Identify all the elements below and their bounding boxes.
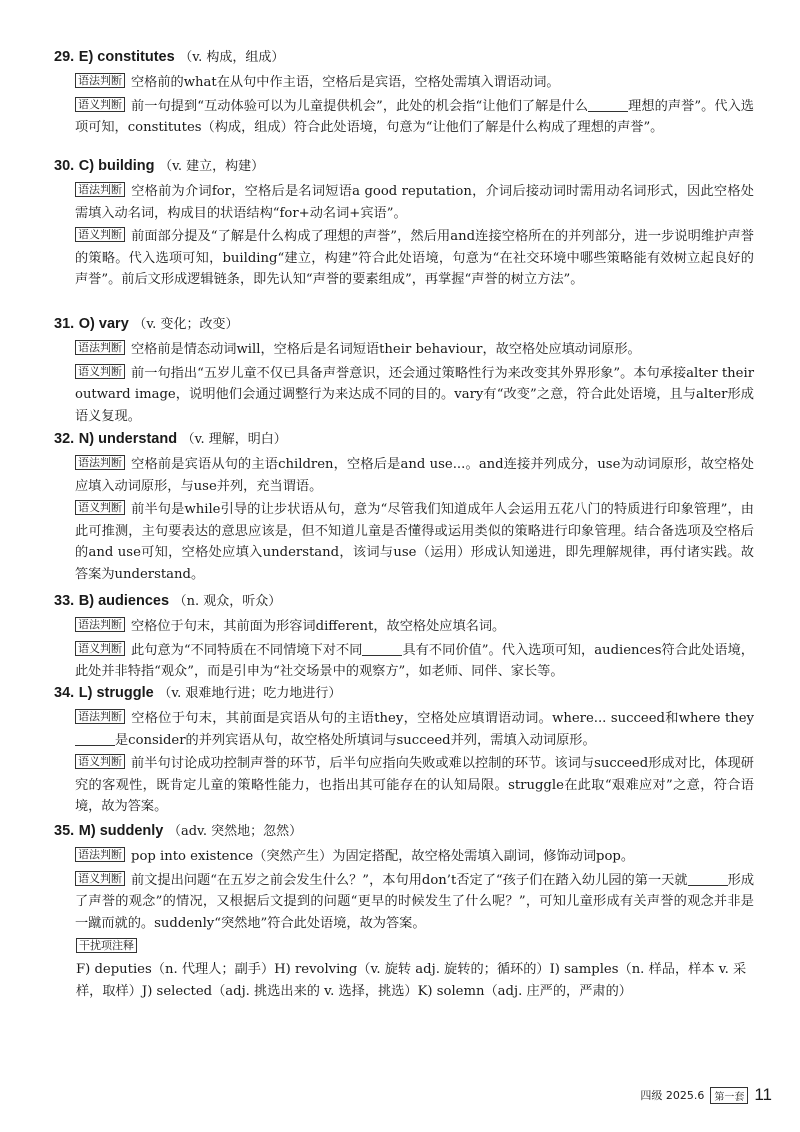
- question-number: 30.: [54, 158, 75, 174]
- analysis-text: 是consider的并列宾语从句，故空格处所填词与succeed并列，需填入动词原形。: [115, 732, 596, 748]
- blank-line: [688, 873, 728, 886]
- analysis-text: 空格前是情态动词will，空格后是名词短语their behaviour，故空格处应填动词原形。: [131, 342, 641, 357]
- answer-word: B) audiences: [78, 593, 170, 609]
- semantic-analysis: [75, 870, 754, 935]
- question-31: [54, 313, 754, 429]
- grammar-analysis: [75, 708, 754, 751]
- semantic-analysis: [75, 363, 754, 428]
- answer-gloss: （v. 理解，明白）: [181, 432, 287, 447]
- analysis-text: 前面部分提及“了解是什么构成了理想的声誉”，然后用and连接空格所在的并列部分，进一步说明维护声誉的策略。代入选项可知，building“建立，构建”符合此处语境，句意为“在社交环境中哪些策略能有效树立起良好的声誉”。前后文形成逻辑链条，即先认知“声誉的要素组成”，再掌握“声誉的树立方法”。: [75, 229, 754, 287]
- page-number: 11: [754, 1085, 772, 1104]
- grammar-tag: 语法判断: [75, 709, 125, 724]
- distractor-tag: 干扰项注释: [76, 938, 137, 953]
- grammar-tag: 语法判断: [75, 617, 125, 632]
- grammar-analysis: [75, 72, 754, 94]
- question-number: 33.: [54, 593, 75, 609]
- answer-gloss: （adv. 突然地；忽然）: [167, 824, 303, 839]
- analysis-text: pop into existence（突然产生）为固定搭配，故空格处需填入副词，修饰动词pop。: [131, 849, 635, 864]
- semantic-tag: 语义判断: [75, 754, 125, 769]
- semantic-analysis: [75, 499, 754, 585]
- answer-word: O) vary: [78, 316, 129, 332]
- question-header: [54, 428, 754, 451]
- answer-gloss: （v. 构成，组成）: [179, 50, 285, 65]
- semantic-tag: 语义判断: [75, 641, 125, 656]
- semantic-analysis: [75, 226, 754, 291]
- grammar-tag: 语法判断: [75, 340, 125, 355]
- grammar-tag: 语法判断: [75, 73, 125, 88]
- blank-line: [588, 99, 628, 112]
- blank-line: [362, 643, 402, 656]
- semantic-tag: 语义判断: [75, 364, 125, 379]
- question-35: [54, 820, 754, 1002]
- set-label: 第一套: [710, 1087, 748, 1104]
- question-header: [54, 590, 754, 613]
- question-number: 32.: [54, 431, 75, 447]
- analysis-text: 前文提出问题“在五岁之前会发生什么？”，本句用don’t否定了“孩子们在踏入幼儿园的第一天就: [131, 872, 688, 888]
- analysis-text: 空格位于句末，其前面是宾语从句的主语they，空格处应填谓语动词。where... succeed和where they: [131, 711, 754, 726]
- question-number: 29.: [54, 49, 75, 65]
- answer-gloss: （v. 建立，构建）: [159, 159, 265, 174]
- distractor-header: [76, 936, 754, 955]
- question-30: [54, 155, 754, 293]
- question-header: [54, 820, 754, 843]
- semantic-tag: 语义判断: [75, 871, 125, 886]
- question-header: [54, 313, 754, 336]
- question-33: [54, 590, 754, 685]
- grammar-analysis: [75, 181, 754, 224]
- answer-gloss: （n. 观众，听众）: [173, 594, 282, 609]
- question-number: 35.: [54, 823, 75, 839]
- blank-line: [75, 733, 115, 746]
- analysis-text: 空格前是宾语从句的主语children，空格后是and use...。and连接并列成分，use为动词原形，故空格处应填入动词原形，与use并列，充当谓语。: [75, 457, 754, 494]
- analysis-text: 空格位于句末，其前面为形容词different，故空格处应填名词。: [131, 619, 506, 634]
- question-32: [54, 428, 754, 587]
- grammar-analysis: [75, 454, 754, 497]
- analysis-text: 空格前的what在从句中作主语，空格后是宾语，空格处需填入谓语动词。: [131, 75, 560, 90]
- answer-word: L) struggle: [78, 685, 154, 701]
- grammar-tag: 语法判断: [75, 847, 125, 862]
- semantic-analysis: [75, 96, 754, 139]
- question-header: [54, 682, 754, 705]
- analysis-text: 前半句是while引导的让步状语从句，意为“尽管我们知道成年人会运用五花八门的特质进行印象管理”，由此可推测，主句要表达的意思应该是，但不知道儿童是否懂得或运用类似的策略进行印象管理。结合备选项及空格后的and use可知，空格处应填入understand，该词与use（运用）形成认知递进，即先理解规律，再付诸实践。故答案为understand。: [75, 502, 754, 582]
- distractor-notes: F) deputies（n. 代理人；副手）H) revolving（v. 旋转 adj. 旋转的；循环的）I) samples（n. 样品，样本 v. 采样，取样）J) selected（adj. 挑选出来的 v. 选择，挑选）K) solemn（adj. 庄严的，严肃的）: [76, 962, 747, 999]
- analysis-text: 空格前为介词for，空格后是名词短语a good reputation，介词后接动词时需用动名词形式，因此空格处需填入动名词，构成目的状语结构“for+动名词+宾语”。: [75, 184, 754, 221]
- analysis-text: 前一句提到“互动体验可以为儿童提供机会”，此处的机会指“让他们了解是什么: [131, 98, 589, 114]
- analysis-text: 此句意为“不同特质在不同情境下对不同: [131, 642, 363, 658]
- semantic-tag: 语义判断: [75, 227, 125, 242]
- answer-word: M) suddenly: [78, 823, 164, 839]
- grammar-analysis: [75, 616, 754, 638]
- grammar-analysis: [75, 339, 754, 361]
- question-34: [54, 682, 754, 820]
- semantic-tag: 语义判断: [75, 97, 125, 112]
- question-header: [54, 155, 754, 178]
- answer-word: C) building: [78, 158, 155, 174]
- analysis-text: 前半句讨论成功控制声誉的环节，后半句应指向失败或难以控制的环节。该词与succeed形成对比，体现研究的客观性，既肯定儿童的策略性能力，也指出其可能存在的认知局限。struggle在此取“艰难应对”之意，符合语境，故为答案。: [75, 756, 754, 814]
- question-number: 34.: [54, 685, 75, 701]
- answer-gloss: （v. 变化；改变）: [133, 317, 239, 332]
- question-29: [54, 46, 754, 141]
- exam-label: 四级 2025.6: [640, 1089, 705, 1102]
- question-number: 31.: [54, 316, 75, 332]
- answer-word: N) understand: [78, 431, 178, 447]
- grammar-tag: 语法判断: [75, 182, 125, 197]
- analysis-text: 前一句指出“五岁儿童不仅已具备声誉意识，还会通过策略性行为来改变其外界形象”。本句承接alter their outward image，说明他们会通过调整行为来达成不同的目的。vary有“改变”之意，符合此处语境，且与alter形成语义复现。: [75, 365, 754, 424]
- page-footer: [640, 1085, 772, 1105]
- answer-gloss: （v. 艰难地行进；吃力地进行）: [158, 686, 342, 701]
- semantic-analysis: [75, 753, 754, 818]
- question-header: [54, 46, 754, 69]
- semantic-analysis: [75, 640, 754, 683]
- semantic-tag: 语义判断: [75, 500, 125, 515]
- grammar-tag: 语法判断: [75, 455, 125, 470]
- analysis-text: 理想的声誉”。代入选项可知，constitutes（构成，组成）符合此处语境，句意为“让他们了解是什么构成了理想的声誉”。: [75, 98, 754, 135]
- grammar-analysis: [75, 846, 754, 868]
- answer-word: E) constitutes: [78, 49, 175, 65]
- analysis-text: 具有不同价值”。代入选项可知，audiences符合此处语境，此处并非特指“观众”，而是引申为“社交场景中的观察方”，如老师、同伴、家长等。: [75, 642, 754, 679]
- analysis-text: 形成了声誉的观念”的情况，又根据后文提到的问题“更早的时候发生了什么呢？”，可知儿童形成有关声誉的观念并非是一蹴而就的。suddenly“突然地”符合此处语境，故为答案。: [75, 872, 755, 931]
